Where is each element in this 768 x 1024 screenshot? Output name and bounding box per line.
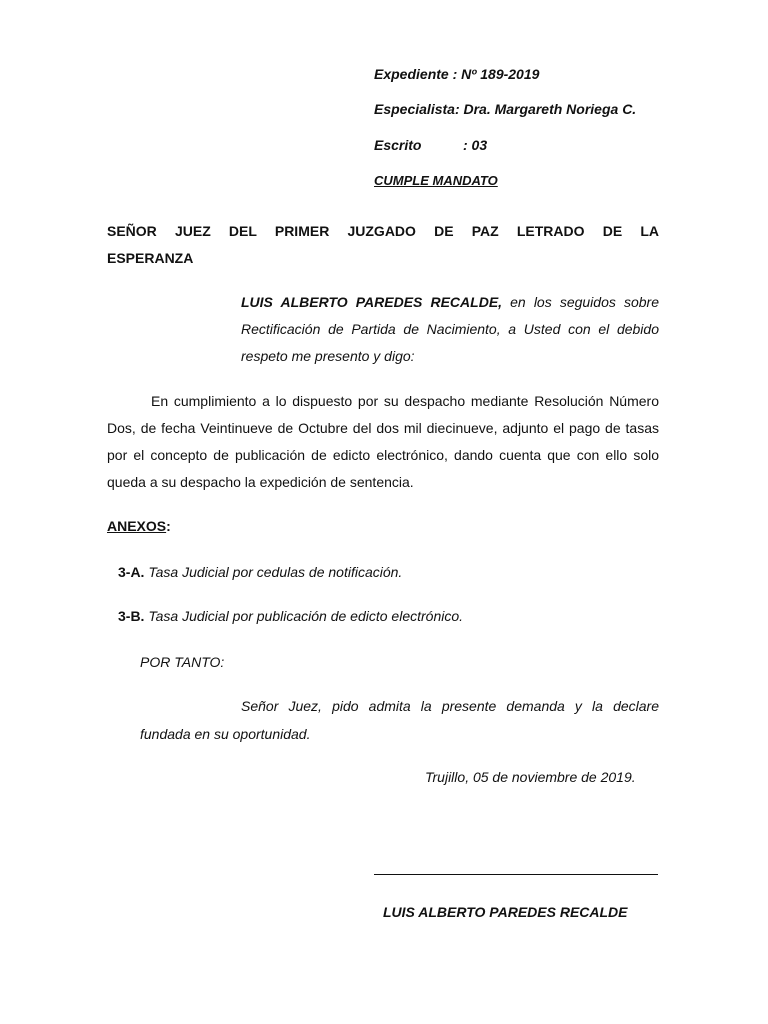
petitioner-name: LUIS ALBERTO PAREDES RECALDE,: [241, 294, 503, 310]
annex-text: Tasa Judicial por cedulas de notificación.: [148, 564, 403, 580]
intro-paragraph: [241, 289, 659, 370]
case-number: Expediente : Nº 189-2019: [374, 66, 540, 82]
annex-item: [118, 608, 463, 624]
addressee-line-1: SEÑOR JUEZ DEL PRIMER JUZGADO DE PAZ LETRADO DE LA: [107, 223, 659, 239]
body-paragraph: En cumplimiento a lo dispuesto por su despacho mediante Resolución Número Dos, de fecha Veintinueve de Octubre del dos mil diecinueve, adjunto el pago de tasas por el concepto de publicación de edicto electrónico, dando cuenta que con ello solo queda a su despacho la expedición de sentencia.: [107, 393, 659, 490]
therefore-label: POR TANTO:: [140, 654, 225, 670]
annex-code: 3-A.: [118, 564, 145, 580]
signature-line: [374, 874, 658, 875]
annex-item: [118, 564, 402, 580]
annexes-title: ANEXOS: [107, 518, 167, 534]
signature-name: LUIS ALBERTO PAREDES RECALDE: [383, 904, 628, 920]
filing-label: Escrito: [374, 137, 422, 153]
filing-number: : 03: [463, 137, 488, 153]
annex-text: Tasa Judicial por publicación de edicto electrónico.: [148, 608, 464, 624]
intro-text: en los seguidos sobre Rectificación de Partida de Nacimiento, a Usted con el debido respeto me presento y digo:: [241, 294, 659, 364]
annexes-title-wrap: [107, 518, 171, 534]
specialist: Especialista: Dra. Margareth Noriega C.: [374, 101, 637, 117]
request-line-1: Señor Juez, pido admita la presente demanda y la declare: [241, 698, 659, 714]
annexes-colon: :: [166, 518, 171, 534]
document-summary: CUMPLE MANDATO: [374, 173, 498, 188]
request-line-2: fundada en su oportunidad.: [140, 726, 311, 742]
annex-code: 3-B.: [118, 608, 145, 624]
place-date: Trujillo, 05 de noviembre de 2019.: [425, 769, 636, 785]
addressee-line-2: ESPERANZA: [107, 250, 194, 266]
